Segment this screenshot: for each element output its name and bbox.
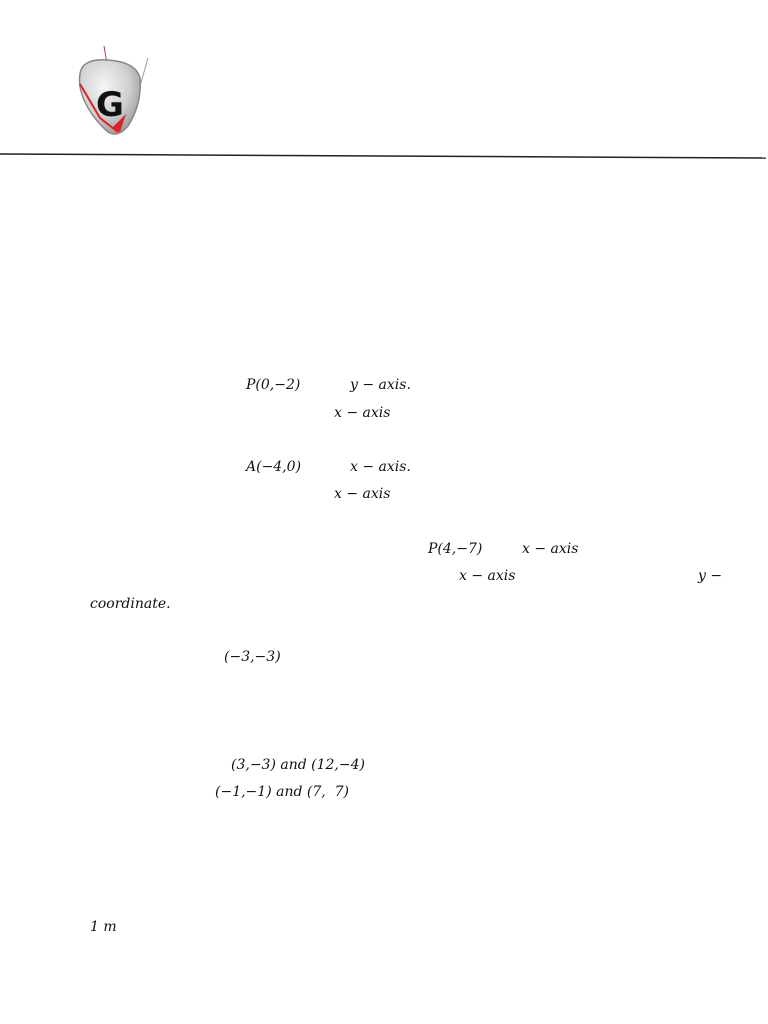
svg-text:G: G [96,85,124,125]
header-divider [0,146,768,160]
math-point-p: P(4,−7) [428,541,483,557]
math-point-pair: (3,−3) and (12,−4) [231,757,365,773]
math-x-axis: x − axis. [350,459,411,475]
math-point-a: A(−4,0) [246,459,302,475]
math-point-pair: (−1,−1) and (7, 7) [215,784,349,800]
math-x-axis: x − axis [334,405,391,421]
logo-icon [70,44,154,140]
math-x-axis: x − axis [459,568,516,584]
math-coordinate: coordinate. [90,596,171,612]
math-x-axis: x − axis [522,541,579,557]
math-point: (−3,−3) [224,649,281,665]
math-x-axis: x − axis [334,486,391,502]
math-unit: 1 m [90,919,117,935]
math-point-p: P(0,−2) [246,377,301,393]
math-y-minus: y − [698,568,723,584]
math-y-axis: y − axis. [350,377,411,393]
